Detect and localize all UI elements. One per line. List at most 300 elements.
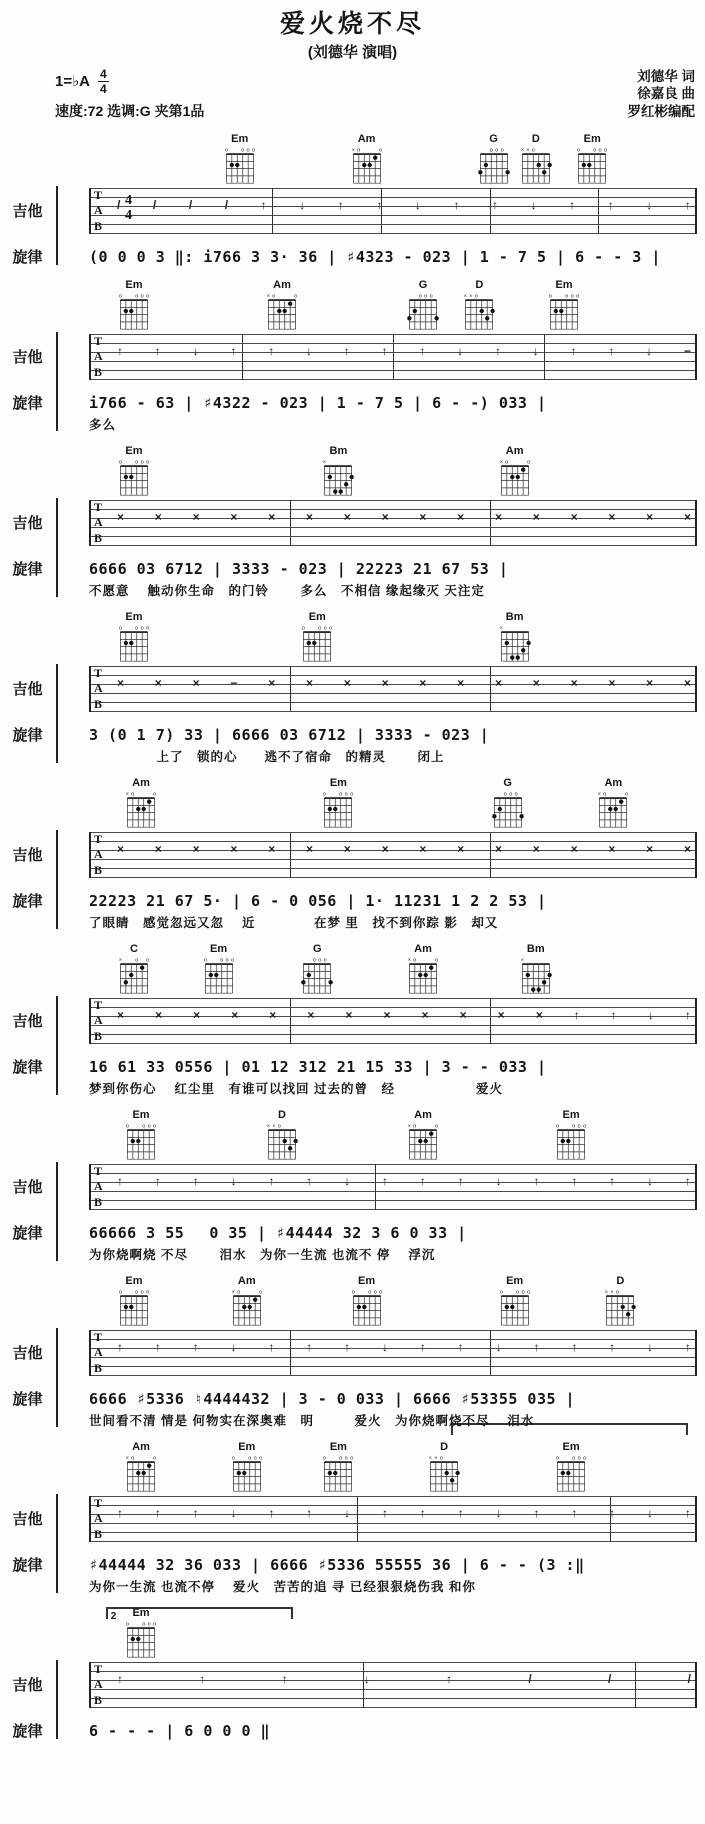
svg-text:×: × [605,1289,609,1296]
svg-text:o: o [251,147,255,154]
chord [223,134,257,185]
svg-text:o: o [247,1455,251,1462]
chord-name: Em [132,1108,150,1121]
chord-diagram [554,1453,588,1493]
svg-text:o: o [616,1289,620,1296]
tab-letter: B [94,364,103,379]
svg-text:o: o [572,1455,576,1462]
chord [124,1608,158,1659]
strum-arrow: ↑ [154,1505,161,1520]
chord-name: Em [506,1274,524,1287]
svg-text:×: × [351,147,355,154]
chord [117,944,151,995]
strum-arrow: ↓ [646,343,653,358]
strum-arrow: ↑ [306,1339,313,1354]
svg-text:×: × [407,957,411,964]
tab-symbols [117,500,691,546]
guitar-staff-row [0,666,705,712]
melody-row [0,1720,705,1741]
svg-text:o: o [435,957,439,964]
svg-text:o: o [378,147,382,154]
strum-arrow: − [230,675,238,690]
strum-arrow: ↑ [117,1505,123,1520]
svg-text:o: o [302,625,306,632]
strum-arrow: ↓ [495,1173,502,1188]
svg-text:o: o [118,625,122,632]
svg-text:o: o [225,957,229,964]
strum-arrow: ↑ [382,1505,389,1520]
chord-name: Bm [526,942,545,955]
chord-diagram [491,789,525,829]
mute-mark: × [494,841,502,856]
guitar-tab-staff [89,188,697,234]
melody-notes: 6 - - - | 6 0 0 0 ‖ [89,1721,271,1740]
guitar-staff-row [0,1164,705,1210]
chord [230,1276,264,1327]
strum-arrow: ↑ [419,1339,426,1354]
strum-arrow: ↓ [647,1339,654,1354]
melody-notes: 3 (0 1 7) 33 | 6666 03 6712 | 3333 - 023 | [89,725,490,744]
svg-text:o: o [294,293,298,300]
staff-label-melody: 旋律 [12,248,43,266]
mute-mark: × [268,675,276,690]
svg-text:o: o [153,791,157,798]
tab-symbols [117,998,691,1044]
tab-letter: A [94,515,103,530]
chord [547,280,581,331]
strum-arrow: ↑ [684,1007,691,1022]
chord-diagram [350,145,384,185]
guitar-tab-staff [89,666,697,712]
strum-arrow: ↑ [573,1007,580,1022]
strum-arrow: ↑ [268,1505,275,1520]
staff-label-melody: 旋律 [12,892,43,910]
mute-mark: × [192,509,200,524]
strum-arrow: ↓ [230,1173,237,1188]
tab-letter: T [94,665,103,680]
svg-text:o: o [135,957,139,964]
svg-text:o: o [570,293,574,300]
svg-text:×: × [266,293,270,300]
chords-row [0,280,705,334]
svg-text:o: o [504,459,508,466]
chord-name: Am [505,444,524,457]
melody-notes: 66666 3 55 0 35 | ♯44444 32 3 6 0 33 | [89,1223,467,1242]
strum-arrow: ↑ [117,1339,123,1354]
svg-text:o: o [323,791,327,798]
svg-text:o: o [142,1621,146,1628]
chord [498,1276,532,1327]
chords-row [0,944,705,998]
chord-name: G [489,132,498,145]
chord [519,134,553,185]
mute-mark: × [193,1007,201,1022]
chord-diagram [265,1121,299,1161]
svg-text:o: o [277,1123,281,1130]
mute-mark: × [532,675,540,690]
guitar-staff-row [0,832,705,878]
melody-notes: (0 0 0 3 ‖: i766 3 3· 36 | ♯4323 - 023 | 1 - 7 5 | 6 - - 3 | [89,247,661,266]
mute-mark: × [457,675,465,690]
chord-name: Am [414,1108,432,1121]
strum-arrow: ↑ [457,1505,464,1520]
melody-notes: 16 61 33 0556 | 01 12 312 21 15 33 | 3 - - 033 | [89,1057,547,1076]
mute-mark: × [231,1007,239,1022]
strum-arrow: ↑ [533,1505,540,1520]
mute-mark: × [532,509,540,524]
mute-mark: × [117,1007,125,1022]
melody-row [0,1554,705,1575]
staff-label-guitar: 吉他 [12,515,43,533]
system-staves [0,832,705,931]
mute-mark: × [683,509,691,524]
svg-text:o: o [224,147,228,154]
chord-diagram [498,623,532,663]
strum-arrow: ↑ [281,1671,288,1686]
tab-letter: B [94,696,103,711]
svg-text:o: o [345,1455,349,1462]
strum-arrow: ↑ [457,1339,464,1354]
chord [477,134,511,185]
strum-arrow: ↓ [530,197,537,212]
time-sig-top: 4 [125,192,132,208]
svg-text:o: o [219,957,223,964]
melody-row [0,1056,705,1077]
mute-mark: × [646,675,654,690]
tab-letters [94,666,103,712]
mute-mark: × [307,1007,315,1022]
staff-label-guitar: 吉他 [12,1511,43,1529]
svg-text:o: o [435,1123,439,1130]
svg-text:o: o [351,1289,355,1296]
rest-mark: / [224,197,229,212]
staff-label-melody: 旋律 [12,1556,43,1574]
svg-text:×: × [499,625,503,632]
staff-label-guitar: 吉他 [12,1179,43,1197]
chord [519,944,553,995]
tab-letter: A [94,349,103,364]
chord-name: Em [231,132,249,145]
staff-label-melody: 旋律 [12,1390,43,1408]
tab-letters [94,1496,103,1542]
chord [321,446,355,497]
chord-name: Am [237,1274,256,1287]
chord [117,1276,151,1327]
chord-name: Em [583,132,601,145]
strum-arrow: ↑ [199,1671,206,1686]
chord-name: Em [329,776,347,789]
chord [406,280,440,331]
svg-text:o: o [625,791,629,798]
chord [265,280,299,331]
strum-arrow: ↑ [453,197,460,212]
svg-text:o: o [118,1289,122,1296]
strum-arrow: ↓ [647,1173,654,1188]
svg-text:o: o [323,625,327,632]
mute-mark: × [192,675,200,690]
chord [230,1442,264,1493]
rest-mark: / [188,197,193,212]
mute-mark: × [683,675,691,690]
svg-text:o: o [604,147,608,154]
melody-row [0,890,705,911]
strum-arrow: ↓ [230,1505,237,1520]
mute-mark: × [381,675,389,690]
credits [628,68,696,121]
strum-arrow: ↑ [533,1173,540,1188]
lyrics-line: 世间看不清 情是 何物实在深奥难 明 爱火 为你烧啊烧不尽 泪水 [89,1413,535,1428]
rest-mark: / [687,1671,691,1686]
svg-text:×: × [526,147,530,154]
chord-name: Em [555,278,573,291]
chord-diagram [202,955,236,995]
svg-text:o: o [515,1289,519,1296]
tab-letters [94,334,103,380]
svg-text:o: o [253,1455,257,1462]
chord [321,1442,355,1493]
mute-mark: × [381,509,389,524]
strum-arrow: ↓ [363,1671,370,1686]
guitar-tab-staff [89,832,697,878]
svg-text:o: o [413,1123,417,1130]
staff-label-guitar: 吉他 [12,1013,43,1031]
strum-arrow: ↓ [192,343,199,358]
svg-text:o: o [503,791,507,798]
mute-mark: × [457,841,465,856]
time-signature [98,68,109,95]
chord-diagram [124,1121,158,1161]
guitar-staff-row [0,1662,705,1708]
tab-letter: B [94,530,103,545]
system [0,1442,705,1595]
tab-letter: T [94,997,103,1012]
chord [603,1276,637,1327]
tab-letter: A [94,203,103,218]
strum-arrow: ↑ [192,1505,199,1520]
chord-diagram [427,1453,461,1493]
chord-diagram [406,1121,440,1161]
svg-text:o: o [593,147,597,154]
mute-mark: × [117,841,125,856]
svg-text:o: o [548,293,552,300]
svg-text:o: o [475,293,479,300]
tab-letters [94,1330,103,1376]
chord-diagram [321,457,355,497]
svg-text:o: o [135,625,139,632]
svg-text:o: o [237,1289,241,1296]
chord [117,612,151,663]
chord-name: Em [125,610,143,623]
chords-row [0,1442,705,1496]
system-staves [0,188,705,267]
chord-name: Em [125,444,143,457]
guitar-staff-row [0,334,705,380]
chord-diagram [519,955,553,995]
chord-diagram [406,291,440,331]
strum-arrow: ↑ [610,1007,617,1022]
meta-row [0,62,705,121]
svg-text:×: × [323,459,327,466]
tab-letter: T [94,499,103,514]
svg-text:×: × [499,459,503,466]
strum-arrow: ↑ [607,197,614,212]
staff-label-melody: 旋律 [12,1722,43,1740]
chord [350,1276,384,1327]
staff-label-melody: 旋律 [12,1224,43,1242]
strum-arrow: ↓ [344,1173,351,1188]
svg-text:o: o [494,147,498,154]
staff-label-guitar: 吉他 [12,681,43,699]
strum-arrow: ↑ [192,1173,199,1188]
mute-mark: × [305,675,313,690]
svg-text:o: o [135,1289,139,1296]
credit-lyricist: 刘德华 词 [637,68,695,84]
svg-text:o: o [135,459,139,466]
strum-arrow: ↑ [609,1339,616,1354]
strum-arrow: ↓ [495,1505,502,1520]
strum-arrow: ↑ [446,1671,453,1686]
chord-diagram [265,291,299,331]
chord-diagram [350,1287,384,1327]
svg-text:×: × [520,147,524,154]
tab-symbols [117,1662,691,1708]
svg-text:o: o [576,293,580,300]
tab-letter: T [94,333,103,348]
chord-diagram [462,291,496,331]
strum-arrow: ↑ [268,1339,275,1354]
chord-diagram [477,145,511,185]
chord [300,944,334,995]
svg-text:o: o [131,1455,135,1462]
mute-mark: × [343,675,351,690]
chord-name: Bm [505,610,524,623]
svg-text:o: o [140,625,144,632]
chord-name: G [418,278,428,291]
strum-arrow: ↓ [532,343,539,358]
strum-arrow: ↑ [117,1173,123,1188]
svg-text:×: × [118,957,122,964]
svg-text:o: o [230,957,234,964]
strum-arrow: ↓ [495,1339,502,1354]
guitar-tab-staff [89,1496,697,1542]
svg-text:×: × [266,1123,270,1130]
system [0,612,705,765]
svg-text:o: o [318,957,322,964]
chord-name: Em [562,1440,580,1453]
svg-text:o: o [439,1455,443,1462]
guitar-staff-row [0,1496,705,1542]
chords-row [0,1608,705,1662]
rest-mark: / [608,1671,612,1686]
chord-name: Bm [329,444,348,457]
strum-arrow: ↓ [647,1007,654,1022]
mute-mark: × [117,675,125,690]
svg-text:o: o [140,1289,144,1296]
tab-symbols [117,832,691,878]
mute-mark: × [419,509,427,524]
tab-letter: T [94,1163,103,1178]
system [0,446,705,599]
mute-mark: × [383,1007,391,1022]
system [0,778,705,931]
mute-mark: × [305,841,313,856]
mute-mark: × [155,1007,163,1022]
chord [491,778,525,829]
staff-label-guitar: 吉他 [12,847,43,865]
mute-mark: × [608,509,616,524]
system-staves [0,500,705,599]
system-staves [0,666,705,765]
tab-letter: T [94,1495,103,1510]
chord-name: Am [414,942,432,955]
lyrics-line: 不愿意 触动你生命 的门铃 多么 不相信 缘起缘灭 天注定 [89,583,485,598]
chord-name: Em [358,1274,376,1287]
staff-label-guitar: 吉他 [12,349,43,367]
melody-notes: i766 - 63 | ♯4322 - 023 | 1 - 7 5 | 6 - -) 033 | [89,393,547,412]
tab-letters [94,188,103,234]
svg-text:o: o [577,1455,581,1462]
tab-symbols [117,188,691,234]
svg-text:o: o [140,459,144,466]
strum-arrow: ↑ [684,197,691,212]
chord-diagram [117,955,151,995]
strum-arrow: ↓ [647,1505,654,1520]
strum-arrow: ↑ [609,1505,616,1520]
chord-diagram [300,623,334,663]
chord-diagram [230,1453,264,1493]
tab-letter: B [94,1360,103,1375]
strum-arrow: − [683,343,691,358]
svg-text:o: o [313,957,317,964]
guitar-tab-staff [89,1662,697,1708]
svg-text:o: o [125,1621,129,1628]
svg-text:o: o [356,147,360,154]
staff-label-melody: 旋律 [12,1058,43,1076]
tab-symbols [117,334,691,380]
tempo-capo-line: 速度:72 选调:G 夹第1品 [55,102,205,119]
svg-text:×: × [598,791,602,798]
strum-arrow: ↓ [457,343,464,358]
svg-text:o: o [429,293,433,300]
chord [350,134,384,185]
time-sig-bottom: 4 [100,81,107,96]
system-staves [0,1496,705,1595]
chord-diagram [519,145,553,185]
svg-text:o: o [514,791,518,798]
svg-text:×: × [434,1455,438,1462]
volta-label: 2 [110,1610,117,1622]
mute-mark: × [646,509,654,524]
tab-symbols [117,666,691,712]
tab-letters [94,998,103,1044]
song-subtitle: (刘德华 演唱) [307,43,398,61]
chord-diagram [117,623,151,663]
staff-label-melody: 旋律 [12,394,43,412]
credit-arranger: 罗红彬编配 [627,103,695,119]
mute-mark: × [570,675,578,690]
mute-mark: × [494,675,502,690]
chord-name: D [278,1108,286,1121]
guitar-tab-staff [89,1164,697,1210]
svg-text:×: × [125,791,129,798]
mute-mark: × [305,509,313,524]
strum-arrow: ↓ [382,1339,389,1354]
key-line [55,68,204,95]
melody-row [0,1222,705,1243]
svg-text:o: o [526,1289,530,1296]
chords-row [0,612,705,666]
strum-arrow: ↑ [419,1173,426,1188]
